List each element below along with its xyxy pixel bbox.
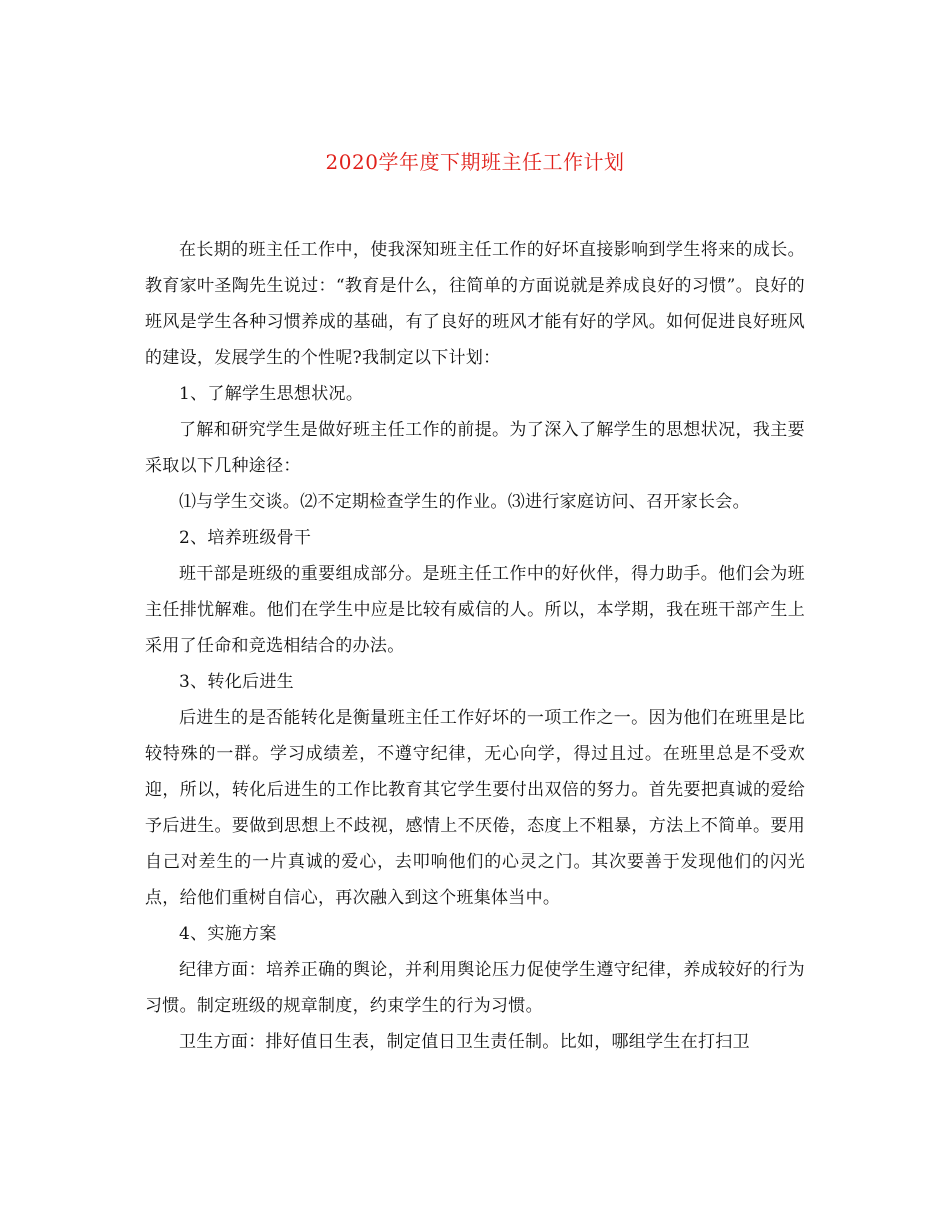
section-heading-understand-students: 1、了解学生思想状况。 <box>179 384 364 404</box>
paragraph-intro: 在长期的班主任工作中，使我深知班主任工作的好坏直接影响到学生将来的成长。教育家叶圣陶先生说过：“教育是什么，往简单的方面说就是养成良好的习惯”。良好的班风是学生各种习惯养成的基础，有了良好的班风才能有好的学风。如何促进良好班风的建设，发展学生的个性呢?我制定以下计划： <box>145 240 805 368</box>
document-body <box>145 232 805 1060</box>
page-title: 2020学年度下期班主任工作计划 <box>325 150 625 174</box>
section-heading-implementation: 4、实施方案 <box>179 924 277 944</box>
paragraph-hygiene: 卫生方面：排好值日生表，制定值日卫生责任制。比如，哪组学生在打扫卫 <box>179 1032 750 1052</box>
paragraph-methods-list: ⑴与学生交谈。⑵不定期检查学生的作业。⑶进行家庭访问、召开家长会。 <box>179 492 750 512</box>
section-heading-underachievers: 3、转化后进生 <box>179 672 294 692</box>
paragraph-underachievers: 后进生的是否能转化是衡量班主任工作好坏的一项工作之一。因为他们在班里是比较特殊的一群。学习成绩差，不遵守纪律，无心向学，得过且过。在班里总是不受欢迎，所以，转化后进生的工作比教育其它学生要付出双倍的努力。首先要把真诚的爱给予后进生。要做到思想上不歧视，感情上不厌倦，态度上不粗暴，方法上不简单。要用自己对差生的一片真诚的爱心，去叩响他们的心灵之门。其次要善于发现他们的闪光点，给他们重树自信心，再次融入到这个班集体当中。 <box>145 708 805 908</box>
paragraph-discipline: 纪律方面：培养正确的舆论，并利用舆论压力促使学生遵守纪律，养成较好的行为习惯。制定班级的规章制度，约束学生的行为习惯。 <box>145 960 805 1016</box>
paragraph-understand-students: 了解和研究学生是做好班主任工作的前提。为了深入了解学生的思想状况，我主要采取以下几种途径： <box>145 420 805 476</box>
section-heading-class-leaders: 2、培养班级骨干 <box>179 528 312 548</box>
paragraph-class-leaders: 班干部是班级的重要组成部分。是班主任工作中的好伙伴，得力助手。他们会为班主任排忧解难。他们在学生中应是比较有威信的人。所以，本学期，我在班干部产生上采用了任命和竞选相结合的办法。 <box>145 564 805 656</box>
